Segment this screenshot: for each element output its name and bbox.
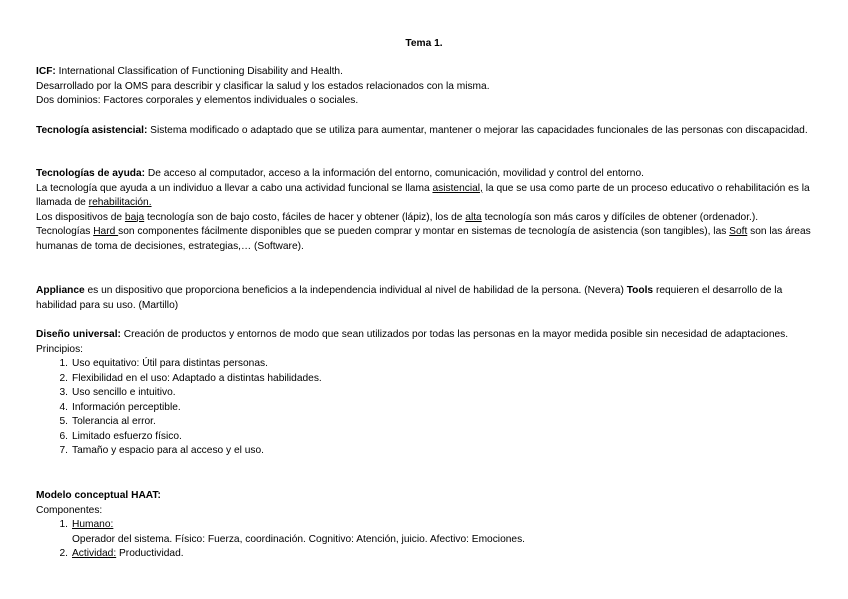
list-item-text: Uso equitativo: Útil para distintas personas. bbox=[72, 358, 268, 369]
list-item-number: 3. bbox=[59, 387, 68, 398]
appliance-label: Appliance bbox=[36, 285, 85, 296]
list-item bbox=[36, 444, 816, 459]
tools-label: Tools bbox=[626, 285, 654, 296]
list-item-description bbox=[36, 533, 816, 548]
list-item-text: Tamaño y espacio para al acceso y el uso. bbox=[72, 445, 264, 456]
document-title: Tema 1. bbox=[405, 38, 443, 49]
list-item bbox=[36, 386, 816, 401]
list-item bbox=[36, 415, 816, 430]
asistencial-section bbox=[36, 124, 816, 139]
diseno-label: Diseño universal: bbox=[36, 329, 121, 340]
ayuda-p4-text-c: son las áreas humanas de toma de decisiones, estrategias,… (Software). bbox=[36, 226, 811, 252]
componentes-label: Componentes: bbox=[36, 504, 103, 516]
principios-list bbox=[36, 357, 816, 459]
asistencial-text: Sistema modificado o adaptado que se utiliza para aumentar, mantener o mejorar las capacidades funcionales de las personas con discapacidad. bbox=[147, 125, 808, 136]
soft-term: Soft bbox=[729, 226, 748, 237]
list-item-number: 5. bbox=[59, 416, 68, 427]
tools-text: requieren el desarrollo de la habilidad para su uso. (Martillo) bbox=[36, 285, 783, 311]
hard-term: Hard bbox=[93, 226, 119, 237]
list-item-number: 2. bbox=[59, 548, 68, 559]
rehabilitacion-term: rehabilitación. bbox=[88, 197, 152, 208]
ayuda-paragraph-1 bbox=[36, 167, 816, 182]
list-item-number: 6. bbox=[59, 430, 68, 442]
list-item-number: 4. bbox=[59, 401, 68, 413]
ayuda-p3-text-a: Los dispositivos de bbox=[36, 211, 125, 223]
list-item-number: 2. bbox=[59, 372, 68, 384]
diseno-text: Creación de productos y entornos de modo que sean utilizados por todas las personas en la mayor medida posible sin necesidad de adaptaciones. bbox=[120, 329, 789, 340]
diseno-section bbox=[36, 328, 816, 459]
icf-line-2: Desarrollado por la OMS para describir y clasificar la salud y los estados relacionados con la misma. bbox=[36, 80, 490, 92]
actividad-text: Productividad. bbox=[116, 548, 184, 559]
list-item bbox=[36, 430, 816, 445]
actividad-term: Actividad: bbox=[72, 548, 117, 559]
ayuda-paragraph-2 bbox=[36, 182, 816, 211]
diseno-paragraph bbox=[36, 328, 816, 343]
appliance-paragraph bbox=[36, 284, 816, 313]
list-item-text: Limitado esfuerzo físico. bbox=[72, 430, 182, 442]
ayuda-label: Tecnologías de ayuda: bbox=[36, 168, 146, 179]
ayuda-p4-text-b: son componentes fácilmente disponibles que se pueden comprar y montar en sistemas de tecnología de asistencia (son tangibles), las bbox=[118, 226, 730, 237]
asistencial-label: Tecnología asistencial: bbox=[36, 125, 148, 136]
haat-heading bbox=[36, 489, 816, 504]
ayuda-paragraph-3 bbox=[36, 211, 816, 226]
list-item bbox=[36, 547, 816, 562]
ayuda-p2-text-b: la que se usa como parte de un proceso educativo o rehabilitación es la llamada de bbox=[36, 182, 810, 208]
list-item-number: 7. bbox=[59, 445, 68, 456]
appliance-text: es un dispositivo que proporciona beneficios a la independencia individual al nivel de habilidad de la persona. (Nevera) bbox=[84, 285, 627, 296]
baja-term: baja bbox=[124, 211, 145, 223]
list-item-number: 1. bbox=[59, 358, 68, 369]
alta-term: alta bbox=[465, 211, 482, 223]
icf-text: International Classification of Functioning Disability and Health. bbox=[55, 66, 343, 77]
ayuda-text: De acceso al computador, acceso a la información del entorno, comunicación, movilidad y control del entorno. bbox=[145, 168, 644, 179]
list-item-text: Información perceptible. bbox=[72, 401, 181, 413]
ayuda-paragraph-4 bbox=[36, 225, 816, 254]
asistencial-paragraph bbox=[36, 124, 816, 139]
list-item bbox=[36, 518, 816, 533]
appliance-section bbox=[36, 284, 816, 313]
componentes-list bbox=[36, 518, 816, 562]
ayuda-p4-text-a: Tecnologías bbox=[36, 226, 94, 237]
humano-description: Operador del sistema. Físico: Fuerza, coordinación. Cognitivo: Atención, juicio. Afectivo: Emociones. bbox=[72, 533, 525, 545]
list-item bbox=[36, 357, 816, 372]
list-item bbox=[36, 401, 816, 416]
principios-label: Principios: bbox=[36, 343, 83, 355]
icf-line-1 bbox=[36, 65, 816, 80]
humano-term: Humano: bbox=[72, 519, 114, 530]
list-item-text: Tolerancia al error. bbox=[72, 416, 156, 427]
ayuda-section bbox=[36, 167, 816, 254]
haat-label: Modelo conceptual HAAT: bbox=[36, 490, 161, 501]
ayuda-p2-text-a: La tecnología que ayuda a un individuo a llevar a cabo una actividad funcional se llama bbox=[36, 182, 433, 194]
list-item-text: Uso sencillo e intuitivo. bbox=[72, 387, 176, 398]
list-item bbox=[36, 372, 816, 387]
icf-line-3: Dos dominios: Factores corporales y elementos individuales o sociales. bbox=[36, 95, 359, 106]
ayuda-p3-text-b: tecnología son de bajo costo, fáciles de hacer y obtener (lápiz), los de bbox=[144, 211, 466, 223]
haat-section bbox=[36, 489, 816, 562]
asistencial-term: asistencial, bbox=[432, 182, 483, 194]
icf-label: ICF: bbox=[36, 66, 56, 77]
icf-section bbox=[36, 65, 816, 109]
list-item-text: Flexibilidad en el uso: Adaptado a distintas habilidades. bbox=[72, 372, 322, 384]
list-item-number: 1. bbox=[59, 519, 68, 530]
ayuda-p3-text-c: tecnología son más caros y difíciles de obtener (ordenador.). bbox=[481, 211, 759, 223]
